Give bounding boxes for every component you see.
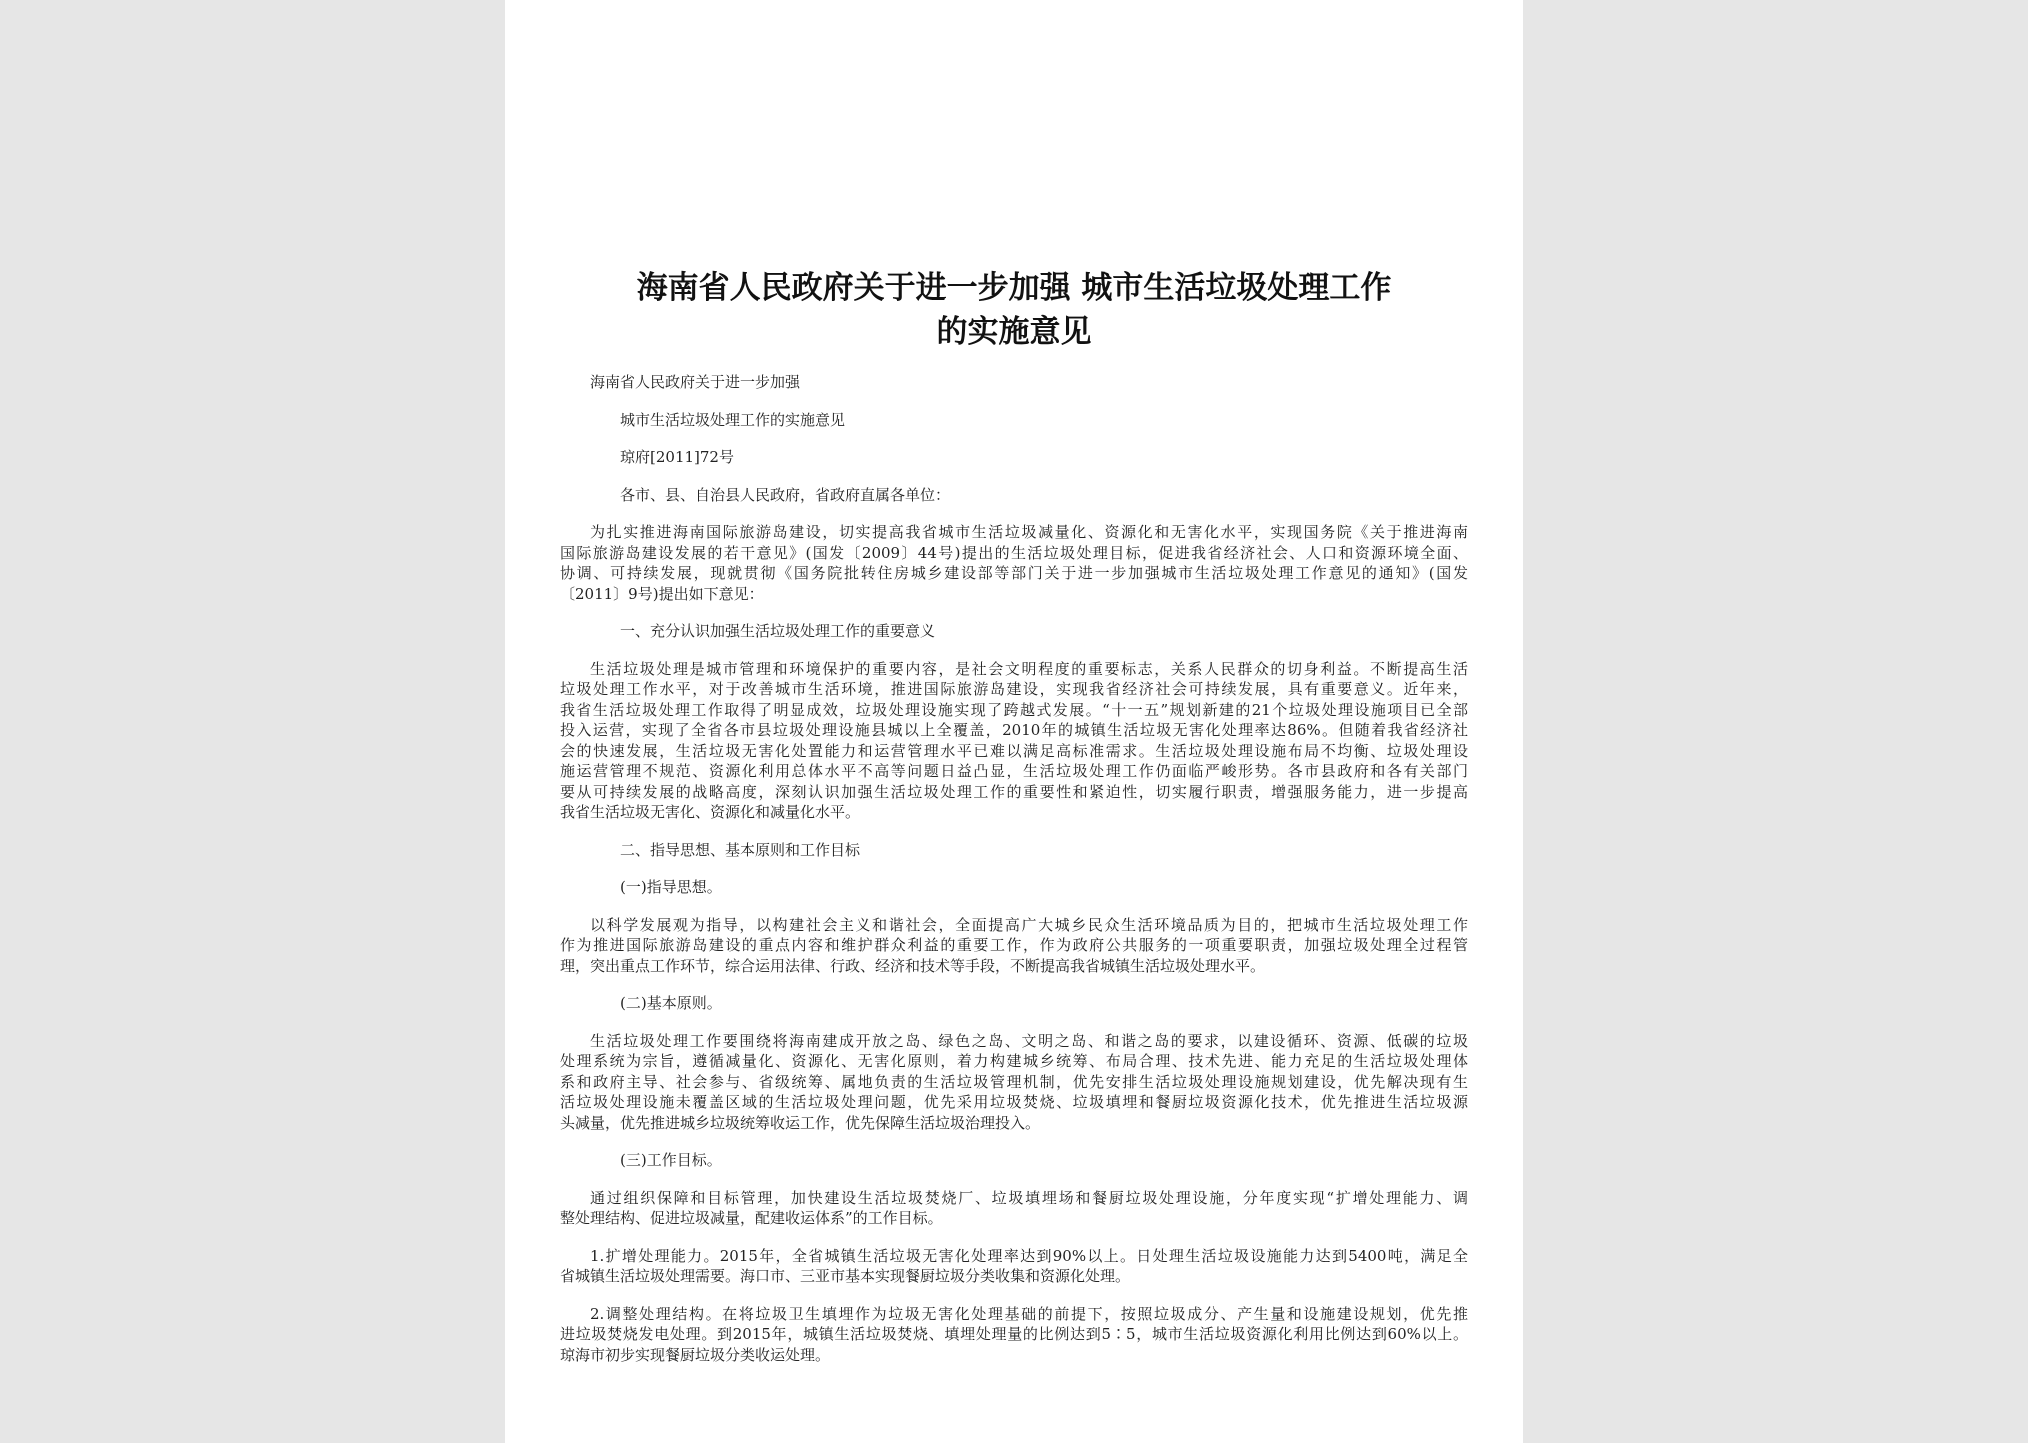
section-1-line: 我省生活垃圾处理工作取得了明显成效，垃圾处理设施实现了跨越式发展。“十一五”规划新建的21个垃圾处理设施项目已全部 (560, 700, 1468, 719)
goal-2-line: 琼海市初步实现餐厨垃圾分类收运处理。 (560, 1345, 831, 1364)
section-2-heading: 二、指导思想、基本原则和工作目标 (620, 840, 861, 859)
subsection-2-line: 头减量，优先推进城乡垃圾统筹收运工作，优先保障生活垃圾治理投入。 (560, 1113, 1041, 1132)
goal-2-paragraph (560, 1304, 1468, 1366)
intro-line: 国际旅游岛建设发展的若干意见》(国发〔2009〕44号)提出的生活垃圾处理目标，促进我省经济社会、人口和资源环境全面、 (560, 543, 1468, 562)
document-page (505, 0, 1523, 1443)
section-1-line: 我省生活垃圾无害化、资源化和减量化水平。 (560, 803, 861, 821)
goal-1-line: 1.扩增处理能力。2015年，全省城镇生活垃圾无害化处理率达到90%以上。日处理生活垃圾设施能力达到5400吨，满足全 (590, 1246, 1468, 1265)
section-1-heading: 一、充分认识加强生活垃圾处理工作的重要意义 (620, 622, 936, 640)
goal-1-paragraph (560, 1246, 1468, 1287)
subsection-1-line: 理，突出重点工作环节，综合运用法律、行政、经济和技术等手段，不断提高我省城镇生活垃圾处理水平。 (560, 956, 1266, 975)
section-1-line: 会的快速发展，生活垃圾无害化处置能力和运营管理水平已难以满足高标准需求。生活垃圾处理设施布局不均衡、垃圾处理设 (560, 741, 1468, 760)
section-1-line: 垃圾处理工作水平，对于改善城市生活环境，推进国际旅游岛建设，实现我省经济社会可持续发展，具有重要意义。近年来， (560, 680, 1468, 698)
goal-2-line: 2.调整处理结构。在将垃圾卫生填埋作为垃圾无害化处理基础的前提下，按照垃圾成分、产生量和设施建设规划，优先推 (590, 1304, 1468, 1323)
subsection-3-heading: (三)工作目标。 (620, 1151, 722, 1169)
document-number: 琼府[2011]72号 (620, 448, 734, 466)
document-title-line-2: 的实施意见 (936, 314, 1092, 350)
section-1-line: 要从可持续发展的战略高度，深刻认识加强生活垃圾处理工作的重要性和紧迫性，切实履行职责，增强服务能力，进一步提高 (560, 782, 1468, 801)
intro-paragraph (560, 522, 1468, 604)
subsection-3-line: 整处理结构、促进垃圾减量，配建收运体系”的工作目标。 (560, 1209, 943, 1227)
document-body (560, 372, 1468, 1365)
subsection-1-heading: (一)指导思想。 (620, 878, 722, 896)
intro-line: 为扎实推进海南国际旅游岛建设，切实提高我省城市生活垃圾减量化、资源化和无害化水平，实现国务院《关于推进海南 (590, 523, 1468, 541)
subsection-1-line: 以科学发展观为指导，以构建社会主义和谐社会，全面提高广大城乡民众生活环境品质为目的，把城市生活垃圾处理工作 (590, 915, 1468, 934)
section-1-line: 生活垃圾处理是城市管理和环境保护的重要内容，是社会文明程度的重要标志，关系人民群众的切身利益。不断提高生活 (590, 659, 1468, 678)
goal-1-line: 省城镇生活垃圾处理需要。海口市、三亚市基本实现餐厨垃圾分类收集和资源化处理。 (560, 1267, 1131, 1285)
header-line-1: 海南省人民政府关于进一步加强 (590, 373, 801, 391)
subsection-3-line: 通过组织保障和目标管理，加快建设生活垃圾焚烧厂、垃圾填埋场和餐厨垃圾处理设施，分年度实现“扩增处理能力、调 (590, 1188, 1468, 1207)
header-line-2: 城市生活垃圾处理工作的实施意见 (620, 410, 846, 429)
addressee: 各市、县、自治县人民政府，省政府直属各单位： (620, 485, 951, 504)
subsection-1-line: 作为推进国际旅游岛建设的重点内容和维护群众利益的重要工作，作为政府公共服务的一项重要职责，加强垃圾处理全过程管 (560, 936, 1468, 954)
section-1-paragraph (560, 659, 1468, 823)
goal-2-line: 进垃圾焚烧发电处理。到2015年，城镇生活垃圾焚烧、填埋处理量的比例达到5∶5，城市生活垃圾资源化利用比例达到60%以上。 (560, 1325, 1468, 1343)
section-1-line: 投入运营，实现了全省各市县垃圾处理设施县城以上全覆盖，2010年的城镇生活垃圾无害化处理率达86%。但随着我省经济社 (560, 721, 1468, 739)
subsection-2-line: 活垃圾处理设施未覆盖区域的生活垃圾处理问题，优先采用垃圾焚烧、垃圾填埋和餐厨垃圾资源化技术，优先推进生活垃圾源 (560, 1093, 1468, 1111)
subsection-2-line: 处理系统为宗旨，遵循减量化、资源化、无害化原则，着力构建城乡统筹、布局合理、技术先进、能力充足的生活垃圾处理体 (560, 1052, 1468, 1070)
intro-line: 协调、可持续发展，现就贯彻《国务院批转住房城乡建设部等部门关于进一步加强城市生活垃圾处理工作意见的通知》(国发 (560, 564, 1468, 582)
subsection-2-paragraph (560, 1031, 1468, 1134)
document-title-line-1: 海南省人民政府关于进一步加强 城市生活垃圾处理工作 (636, 270, 1392, 306)
subsection-2-line: 系和政府主导、社会参与、省级统筹、属地负责的生活垃圾管理机制，优先安排生活垃圾处理设施规划建设，优先解决现有生 (560, 1072, 1468, 1091)
intro-line: 〔2011〕9号)提出如下意见： (560, 584, 764, 603)
subsection-1-paragraph (560, 915, 1468, 977)
subsection-2-heading: (二)基本原则。 (620, 994, 722, 1012)
subsection-3-paragraph (560, 1188, 1468, 1229)
section-1-line: 施运营管理不规范、资源化利用总体水平不高等问题日益凸显，生活垃圾处理工作仍面临严峻形势。各市县政府和各有关部门 (560, 762, 1468, 780)
subsection-2-line: 生活垃圾处理工作要围绕将海南建成开放之岛、绿色之岛、文明之岛、和谐之岛的要求，以建设循环、资源、低碳的垃圾 (590, 1031, 1468, 1050)
